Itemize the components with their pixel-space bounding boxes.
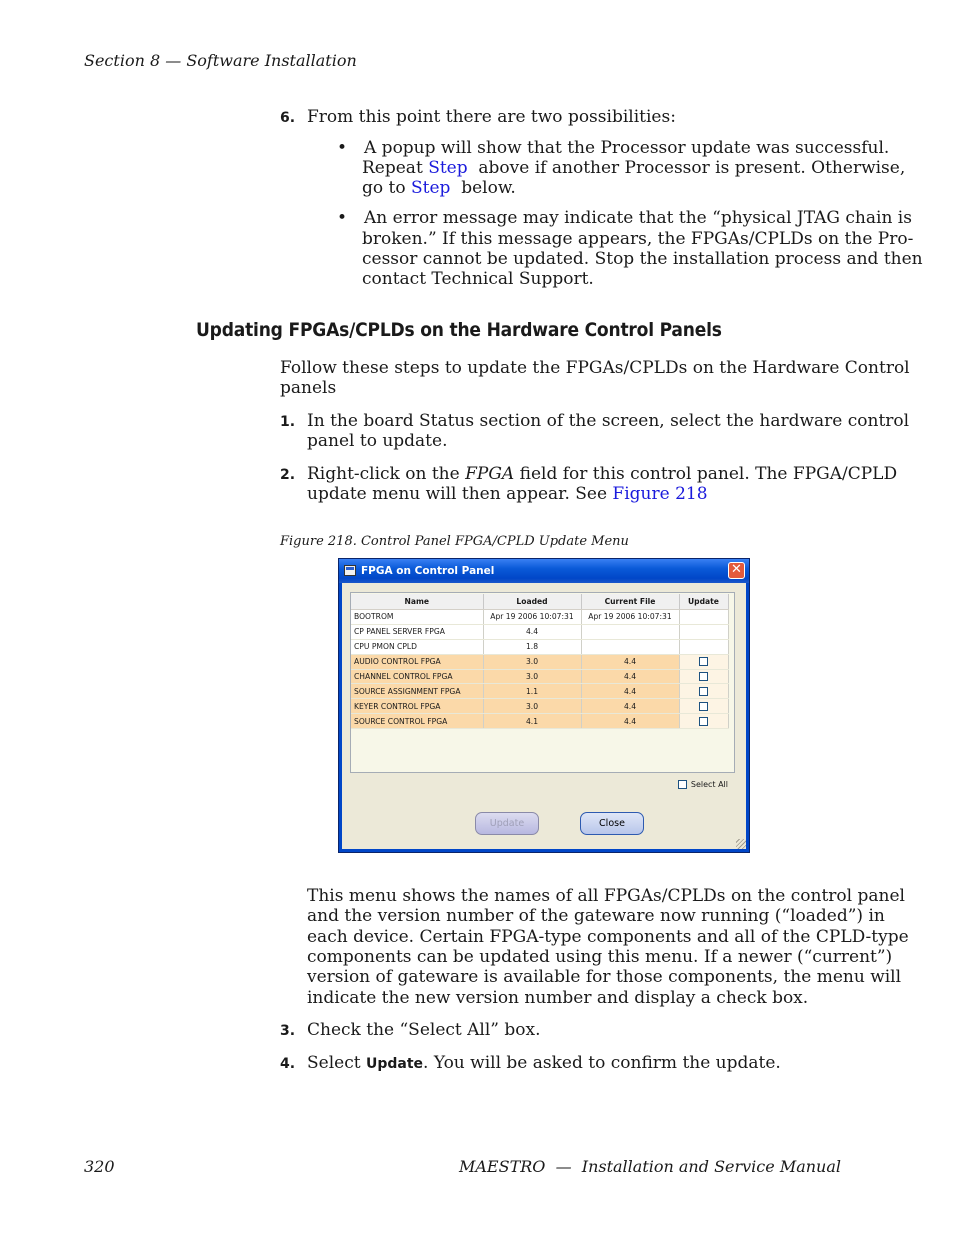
- step-number: 3.: [280, 1023, 296, 1039]
- cell-name: KEYER CONTROL FPGA: [351, 699, 483, 714]
- step-text: [307, 1053, 781, 1075]
- update-checkbox[interactable]: [699, 702, 708, 711]
- select-all-label: Select All: [690, 780, 728, 789]
- paragraph-line: This menu shows the names of all FPGAs/CPLDs on the control panel: [307, 886, 905, 906]
- cell-loaded: 1.1: [483, 684, 581, 699]
- dialog-title: FPGA on Control Panel: [361, 565, 495, 577]
- resize-grip-icon[interactable]: [736, 839, 746, 849]
- text-run: Right-click on the: [307, 464, 466, 484]
- step-number: 2.: [280, 467, 296, 483]
- cell-loaded: 4.1: [483, 714, 581, 729]
- bullet-text-line: [362, 178, 516, 199]
- dialog-titlebar[interactable]: [339, 559, 749, 583]
- step-link[interactable]: Step: [428, 158, 468, 178]
- table-row[interactable]: [351, 624, 728, 639]
- paragraph-line: version of gateware is available for those components, the menu will: [307, 967, 902, 987]
- cell-current: 4.4: [581, 669, 679, 684]
- table-row[interactable]: [351, 714, 728, 729]
- cell-update: [679, 639, 728, 654]
- column-header-loaded[interactable]: Loaded: [483, 594, 581, 610]
- bullet-text-line: broken.” If this message appears, the FPGAs/CPLDs on the Pro-: [362, 229, 914, 249]
- running-head: Section 8 — Software Installation: [84, 51, 357, 70]
- paragraph-line: each device. Certain FPGA-type components and all of the CPLD-type: [307, 927, 909, 947]
- section-heading: Updating FPGAs/CPLDs on the Hardware Control Panels: [196, 319, 722, 341]
- cell-loaded: 4.4: [483, 624, 581, 639]
- table-row[interactable]: [351, 639, 728, 654]
- column-header-current-file[interactable]: Current File: [581, 594, 679, 610]
- text-run: go to: [362, 178, 411, 198]
- bullet-text-line: A popup will show that the Processor update was successful.: [364, 138, 890, 158]
- cell-name: AUDIO CONTROL FPGA: [351, 654, 483, 669]
- update-checkbox[interactable]: [699, 672, 708, 681]
- cell-name: CP PANEL SERVER FPGA: [351, 624, 483, 639]
- table-row[interactable]: [351, 684, 728, 699]
- cell-loaded: 3.0: [483, 699, 581, 714]
- cell-current: [581, 624, 679, 639]
- select-all-option[interactable]: [678, 780, 728, 789]
- bullet-text-line: An error message may indicate that the “physical JTAG chain is: [364, 208, 912, 228]
- bullet-text-line: contact Technical Support.: [362, 269, 594, 289]
- figure-caption: Figure 218. Control Panel FPGA/CPLD Update Menu: [280, 534, 629, 549]
- step-text: [307, 464, 897, 485]
- table-row[interactable]: [351, 610, 728, 625]
- cell-current: Apr 19 2006 10:07:31: [581, 610, 679, 625]
- table-row[interactable]: [351, 654, 728, 669]
- cell-update: [679, 699, 728, 714]
- step-number: 1.: [280, 414, 296, 430]
- cell-name: BOOTROM: [351, 610, 483, 625]
- cell-current: 4.4: [581, 684, 679, 699]
- cell-update: [679, 714, 728, 729]
- bullet-marker: •: [337, 208, 348, 228]
- cell-update: [679, 669, 728, 684]
- fpga-table: [350, 592, 735, 773]
- manual-title: MAESTRO — Installation and Service Manual: [458, 1157, 841, 1176]
- paragraph-line: indicate the new version number and display a check box.: [307, 988, 809, 1008]
- page-number: 320: [84, 1157, 115, 1176]
- cell-name: CPU PMON CPLD: [351, 639, 483, 654]
- window-border: [339, 583, 342, 852]
- cell-loaded: Apr 19 2006 10:07:31: [483, 610, 581, 625]
- cell-loaded: 3.0: [483, 654, 581, 669]
- bullet-text-line: cessor cannot be updated. Stop the installation process and then: [362, 249, 923, 269]
- field-name: FPGA: [465, 464, 515, 484]
- step-text: panel to update.: [307, 431, 448, 451]
- figure-link[interactable]: Figure 218: [612, 484, 708, 504]
- cell-loaded: 3.0: [483, 669, 581, 684]
- text-run: update menu will then appear. See: [307, 484, 613, 504]
- update-checkbox[interactable]: [699, 717, 708, 726]
- paragraph-line: components can be updated using this menu. If a newer (“current”): [307, 947, 893, 967]
- step-number: 6.: [280, 110, 296, 126]
- select-all-checkbox[interactable]: [678, 780, 687, 789]
- cell-current: 4.4: [581, 654, 679, 669]
- cell-loaded: 1.8: [483, 639, 581, 654]
- update-checkbox[interactable]: [699, 687, 708, 696]
- update-button[interactable]: Update: [475, 812, 539, 835]
- step-text: [307, 484, 708, 505]
- text-run: field for this control panel. The FPGA/CPLD: [514, 464, 898, 484]
- window-border: [746, 583, 749, 852]
- step-text: Check the “Select All” box.: [307, 1020, 541, 1040]
- step-number: 4.: [280, 1056, 296, 1072]
- step-text: From this point there are two possibilities:: [307, 107, 676, 127]
- update-checkbox[interactable]: [699, 657, 708, 666]
- close-button[interactable]: Close: [580, 812, 644, 835]
- cell-name: CHANNEL CONTROL FPGA: [351, 669, 483, 684]
- cell-current: 4.4: [581, 714, 679, 729]
- step-text: In the board Status section of the screen, select the hardware control: [307, 411, 910, 431]
- column-header-update[interactable]: Update: [679, 594, 728, 610]
- text-run: . You will be asked to confirm the update.: [423, 1053, 781, 1073]
- text-run: Select: [307, 1053, 366, 1073]
- cell-current: 4.4: [581, 699, 679, 714]
- fpga-dialog: [338, 558, 750, 853]
- bullet-text-line: [362, 158, 905, 179]
- bullet-marker: •: [337, 138, 348, 158]
- cell-update: [679, 610, 728, 625]
- step-link[interactable]: Step: [411, 178, 451, 198]
- text-run: below.: [450, 178, 516, 198]
- table-row[interactable]: [351, 669, 728, 684]
- window-border: [339, 849, 749, 852]
- close-icon[interactable]: ✕: [728, 562, 745, 579]
- cell-current: [581, 639, 679, 654]
- cell-update: [679, 624, 728, 639]
- intro-line: Follow these steps to update the FPGAs/CPLDs on the Hardware Control: [280, 358, 910, 378]
- column-header-name[interactable]: Name: [351, 594, 483, 610]
- intro-line: panels: [280, 378, 337, 398]
- ui-label: Update: [365, 1056, 424, 1072]
- table-row[interactable]: [351, 699, 728, 714]
- paragraph-line: and the version number of the gateware now running (“loaded”) in: [307, 906, 885, 926]
- cell-name: SOURCE ASSIGNMENT FPGA: [351, 684, 483, 699]
- cell-update: [679, 654, 728, 669]
- cell-update: [679, 684, 728, 699]
- window-icon: [344, 565, 356, 576]
- cell-name: SOURCE CONTROL FPGA: [351, 714, 483, 729]
- text-run: Repeat: [362, 158, 429, 178]
- text-run: above if another Processor is present. Otherwise,: [467, 158, 906, 178]
